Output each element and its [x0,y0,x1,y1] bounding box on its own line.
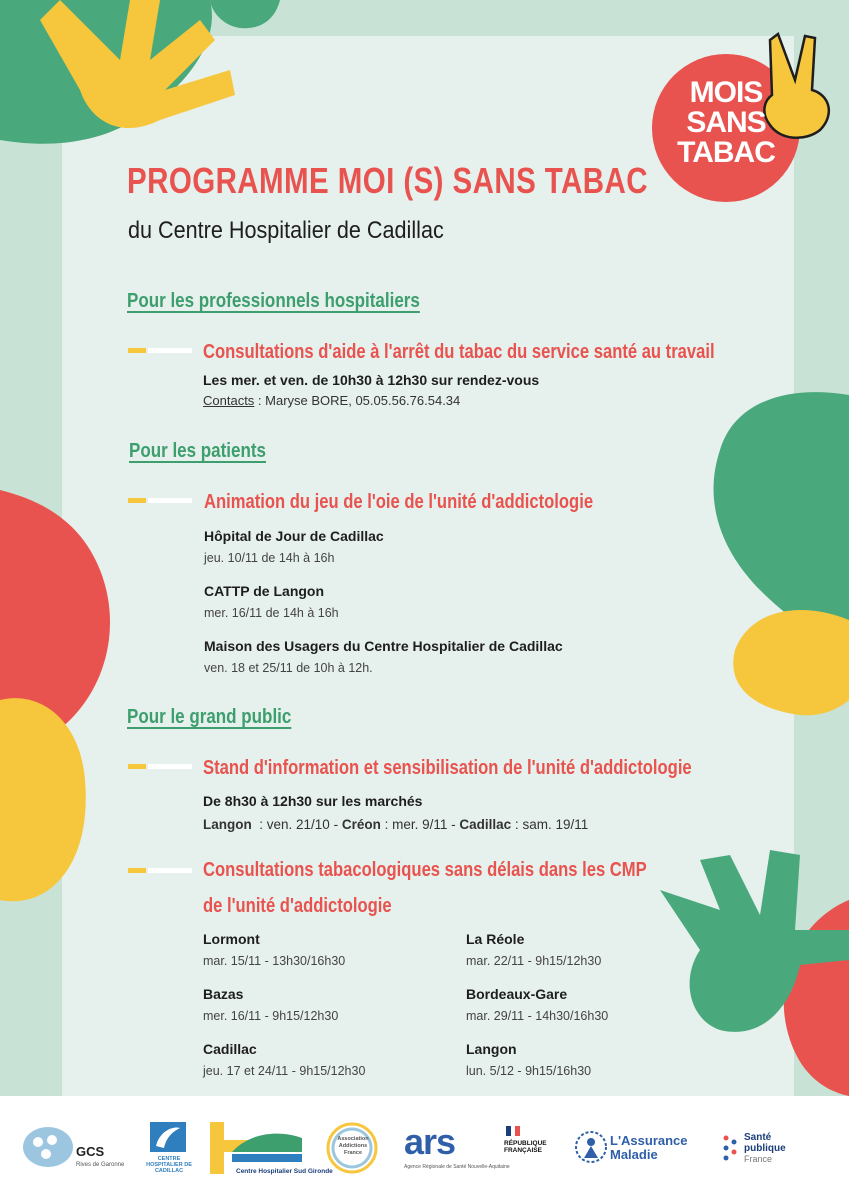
sante-publique-logo-line2: publique [744,1143,786,1154]
cmp-when: lun. 5/12 - 9h15/16h30 [466,1064,592,1078]
republique-flag-icon [506,1126,520,1136]
ch-cadillac-logo-icon [150,1122,186,1152]
yellow-blob-left [0,698,86,901]
event-title-patients: Animation du jeu de l'oie de l'unité d'addictologie [204,491,594,513]
ch-sud-gironde-logo-text: Centre Hospitalier Sud Gironde [236,1168,333,1175]
market-city: Cadillac [459,817,512,832]
badge-line-1: MOIS [689,76,763,109]
assurance-maladie-logo-icon [574,1130,608,1164]
patient-place-name: Maison des Usagers du Centre Hospitalier de Cadillac [204,638,563,654]
market-sep: : [251,817,267,832]
ch-cadillac-logo-text: CENTRE HOSPITALIER DE CADILLAC [146,1156,192,1174]
event-title-pro: Consultations d'aide à l'arrêt du tabac du service santé au travail [203,341,715,363]
section-bar [128,348,192,353]
contacts-line [203,393,460,408]
market-city: Créon [341,817,381,832]
addictions-france-logo-text: Association Addictions France [337,1136,369,1156]
cmp-city: La Réole [466,931,525,947]
patient-place-name: CATTP de Langon [204,583,325,599]
event-title-cmp-2: de l'unité d'addictologie [203,895,392,917]
section-bar [128,868,192,873]
event-title-stand: Stand d'information et sensibilisation de l'unité d'addictologie [203,757,692,779]
market-date: sam. 19/11 [522,817,589,832]
section-heading-patients: Pour les patients [129,440,266,462]
stand-time: De 8h30 à 12h30 sur les marchés [203,793,423,809]
ars-logo-text: ars [404,1121,456,1162]
cmp-when: mer. 16/11 - 9h15/12h30 [203,1009,339,1023]
patient-place-when: ven. 18 et 25/11 de 10h à 12h. [204,661,373,675]
patient-place-name: Hôpital de Jour de Cadillac [204,528,384,544]
sante-publique-logo-line1: Santé [744,1132,772,1143]
cmp-city: Langon [466,1041,517,1057]
assurance-maladie-logo-line2: Maladie [610,1147,658,1162]
page-title: PROGRAMME MOI (S) SANS TABAC [127,160,648,201]
event-title-cmp-1: Consultations tabacologiques sans délais dans les CMP [203,859,647,881]
contacts-label: Contacts [203,393,255,408]
cmp-when: jeu. 17 et 24/11 - 9h15/12h30 [203,1064,366,1078]
section-bar [128,764,192,769]
market-sep: : [380,817,393,832]
gcs-logo-text: GCS [76,1144,105,1159]
cmp-when: mar. 29/11 - 14h30/16h30 [466,1009,609,1023]
section-bar [128,498,192,503]
green-blob-right [714,392,849,640]
page-subtitle: du Centre Hospitalier de Cadillac [128,217,444,244]
patient-place-when: jeu. 10/11 de 14h à 16h [204,551,335,565]
event-schedule-pro: Les mer. et ven. de 10h30 à 12h30 sur rendez-vous [203,372,540,388]
yellow-blob-right [733,610,849,715]
assurance-maladie-logo-line1: L'Assurance [610,1133,688,1148]
footer-logos [0,1096,849,1200]
gcs-logo-icon [22,1126,74,1168]
ars-logo-sub: Agence Régionale de Santé Nouvelle-Aquitaine [404,1164,510,1170]
cmp-city: Lormont [203,931,260,947]
cmp-city: Bordeaux-Gare [466,986,568,1002]
cmp-when: mar. 15/11 - 13h30/16h30 [203,954,346,968]
patient-place-when: mer. 16/11 de 14h à 16h [204,606,339,620]
badge-line-3: TABAC [677,136,775,169]
sante-publique-logo-line3: France [744,1154,773,1164]
market-date: mer. 9/11 - [392,817,460,832]
badge-line-2: SANS [686,106,766,139]
cmp-when: mar. 22/11 - 9h15/12h30 [466,954,602,968]
market-city: Langon [203,817,252,832]
gcs-logo-sub: Rives de Garonne [76,1162,125,1168]
market-sep: : [511,817,523,832]
cmp-city: Cadillac [203,1041,257,1057]
badge-mois-sans-tabac [666,78,786,168]
markets-line [203,817,588,832]
sante-publique-logo-icon [722,1134,742,1164]
republique-francaise-logo-text: RÉPUBLIQUE FRANÇAISE [504,1140,547,1154]
cmp-city: Bazas [203,986,244,1002]
section-heading-public: Pour le grand public [127,706,292,728]
contacts-value: : Maryse BORE, 05.05.56.76.54.34 [254,393,461,408]
section-heading-pro: Pour les professionnels hospitaliers [127,290,420,312]
market-date: ven. 21/10 - [266,817,342,832]
green-blob-top-right [210,0,280,28]
